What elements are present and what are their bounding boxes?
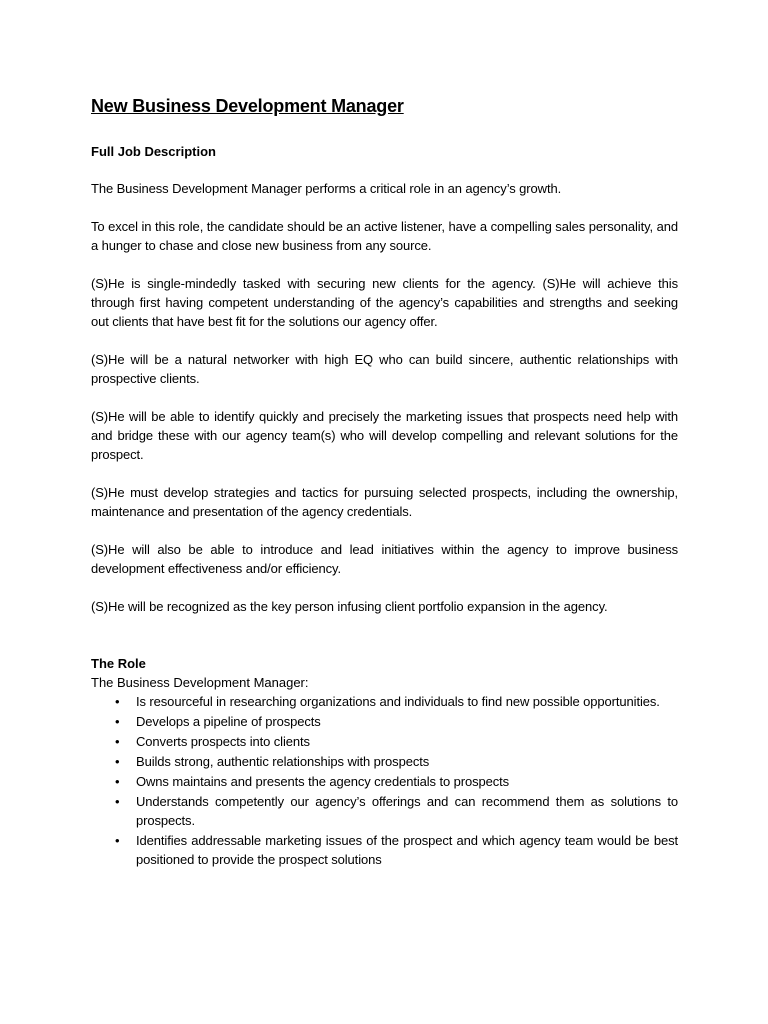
paragraph-excel: To excel in this role, the candidate should be an active listener, have a compelling sales personality, and a hunger to chase and close new business from any source.	[91, 219, 678, 253]
bullet-icon: •	[115, 694, 120, 709]
paragraph-strategies: (S)He must develop strategies and tactics for pursuing selected prospects, including the ownership, maintenance and presentation of the agency credentials.	[91, 485, 678, 519]
paragraph-marketing-issues: (S)He will be able to identify quickly and precisely the marketing issues that prospects need help with and bridge these with our agency team(s) who will develop compelling and relevant solutions for the prospect.	[91, 409, 678, 462]
role-intro: The Business Development Manager:	[91, 675, 309, 690]
list-item	[91, 752, 678, 771]
list-item-text: Understands competently our agency’s offerings and can recommend them as solutions to prospects.	[136, 794, 678, 828]
bullet-icon: •	[115, 714, 120, 729]
paragraph-securing-clients: (S)He is single-mindedly tasked with securing new clients for the agency. (S)He will achieve this through first having competent understanding of the agency’s capabilities and strengths and seeking out clients that have best fit for the solutions our agency offer.	[91, 276, 678, 329]
list-item-text: Develops a pipeline of prospects	[136, 714, 321, 729]
document-page	[91, 95, 678, 870]
list-item	[91, 831, 678, 869]
bullet-icon: •	[115, 734, 120, 749]
list-item-text: Owns maintains and presents the agency credentials to prospects	[136, 774, 510, 789]
list-item	[91, 792, 678, 830]
list-item-text: Builds strong, authentic relationships with prospects	[136, 754, 430, 769]
role-heading: The Role	[91, 656, 146, 671]
list-item	[91, 712, 678, 731]
section-spacer	[91, 635, 678, 654]
list-item	[91, 692, 678, 711]
list-item	[91, 732, 678, 751]
bullet-icon: •	[115, 794, 120, 809]
paragraph-recognized: (S)He will be recognized as the key person infusing client portfolio expansion in the agency.	[91, 599, 608, 614]
list-item-text: Identifies addressable marketing issues of the prospect and which agency team would be best positioned to provide the prospect solutions	[136, 833, 678, 867]
paragraph-initiatives: (S)He will also be able to introduce and lead initiatives within the agency to improve business development effectiveness and/or efficiency.	[91, 542, 678, 576]
bullet-icon: •	[115, 833, 120, 848]
paragraph-growth: The Business Development Manager performs a critical role in an agency’s growth.	[91, 181, 562, 196]
bullet-icon: •	[115, 754, 120, 769]
list-item-text: Converts prospects into clients	[136, 734, 310, 749]
document-subtitle: Full Job Description	[91, 144, 216, 159]
list-item	[91, 772, 678, 791]
role-bullet-list	[91, 692, 678, 869]
bullet-icon: •	[115, 774, 120, 789]
list-item-text: Is resourceful in researching organizations and individuals to find new possible opportunities.	[136, 694, 660, 709]
paragraph-networker: (S)He will be a natural networker with high EQ who can build sincere, authentic relationships with prospective clients.	[91, 352, 678, 386]
document-title: New Business Development Manager	[91, 96, 404, 116]
